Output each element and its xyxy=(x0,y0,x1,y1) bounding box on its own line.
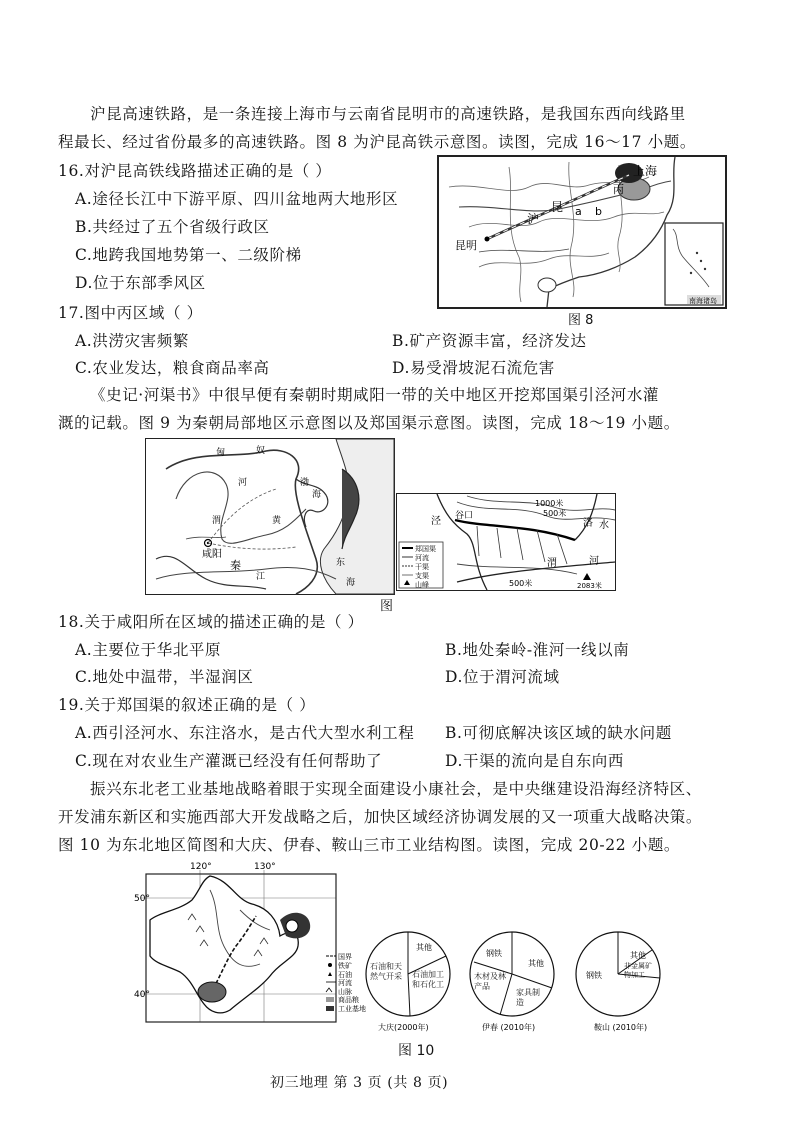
figure-9-canal-svg xyxy=(397,494,615,590)
question-19-option-b: B.可彻底解决该区域的缺水问题 xyxy=(445,724,672,742)
figure-10 xyxy=(134,860,680,1040)
label-a: a xyxy=(575,205,582,218)
qin-map-label-11: 海 xyxy=(346,578,356,588)
qin-map-label-8: 江 xyxy=(256,572,266,582)
figure-9-caption: 图 xyxy=(380,599,394,614)
qin-map-label-2: 河 xyxy=(238,478,248,488)
question-17-option-a: A.洪涝灾害频繁 xyxy=(75,332,189,350)
figure-8-caption: 图 8 xyxy=(568,313,594,328)
canal-legend-4: 山峰 xyxy=(415,581,429,589)
legend-border: 国界 xyxy=(338,953,352,961)
label-hu: 沪 xyxy=(527,212,540,226)
canal-label-gukou: 谷口 xyxy=(455,511,474,521)
qin-map-label-0: 匈 xyxy=(216,448,226,458)
yichun-slice-steel: 钢铁 xyxy=(486,949,502,958)
question-16-option-b: B.共经过了五个省级行政区 xyxy=(75,218,270,236)
canal-legend-2: 干渠 xyxy=(415,563,429,571)
intro-paragraph-3-line-2: 开发浦东新区和实施西部大开发战略之后，加快区域经济协调发展的又一项重大战略决策。 xyxy=(58,808,703,826)
question-17-stem: 17.图中丙区域（ ） xyxy=(58,304,203,322)
lat-50-label: 50° xyxy=(134,894,150,904)
anshan-slice-steel: 钢铁 xyxy=(586,971,602,980)
pie-anshan xyxy=(576,932,660,1032)
legend-iron: 铁矿 xyxy=(338,962,352,970)
legend-river: 河流 xyxy=(338,979,352,987)
canal-label-shui: 水 xyxy=(599,520,609,531)
figure-10-caption: 图 10 xyxy=(398,1043,435,1059)
question-19-option-d: D.干渠的流向是自东向西 xyxy=(445,752,625,770)
qin-map-label-5: 渭 xyxy=(212,516,222,526)
intro-paragraph-3-line-1: 振兴东北老工业基地战略着眼于实现全面建设小康社会，是中央继建设沿海经济特区、 xyxy=(90,780,702,798)
contour-1000-label: 1000米 xyxy=(535,499,564,508)
question-18-option-c: C.地处中温带，半湿润区 xyxy=(75,668,254,686)
question-19-option-c: C.现在对农业生产灌溉已经没有任何帮助了 xyxy=(75,752,383,770)
question-17-option-b: B.矿产资源丰富，经济发达 xyxy=(392,332,587,350)
figure-8-svg xyxy=(439,157,725,307)
qin-map-label-1: 奴 xyxy=(256,446,266,456)
intro-paragraph-1-line-1: 沪昆高速铁路，是一条连接上海市与云南省昆明市的高速铁路，是我国东西向线路里 xyxy=(90,105,686,123)
question-16-option-d: D.位于东部季风区 xyxy=(75,274,206,292)
anshan-slice-nonmetal: 非金属矿物加工 xyxy=(624,962,652,979)
figure-9-qin-svg xyxy=(146,439,394,594)
question-17-option-c: C.农业发达，粮食商品率高 xyxy=(75,359,270,377)
contour-500-label-top: 500米 xyxy=(543,509,567,518)
question-18-stem: 18.关于咸阳所在区域的描述正确的是（ ） xyxy=(58,613,364,631)
question-16-option-c: C.地跨我国地势第一、二级阶梯 xyxy=(75,246,302,264)
legend-grain: 商品粮 xyxy=(338,996,359,1004)
intro-paragraph-2-line-2: 溉的记载。图 9 为秦朝局部地区示意图以及郑国渠示意图。读图，完成 18～19 小题。 xyxy=(58,414,680,432)
figure-9-qin-map xyxy=(145,438,395,595)
question-18-option-d: D.位于渭河流域 xyxy=(445,668,560,686)
pie-daqing xyxy=(366,932,450,1032)
intro-paragraph-3-line-3: 图 10 为东北地区简图和大庆、伊春、鞍山三市工业结构图。读图，完成 20-22 小题。 xyxy=(58,836,681,854)
canal-legend-0: 郑国渠 xyxy=(415,545,436,553)
daqing-slice-petrochem: 石油加工和石化工 xyxy=(412,970,444,989)
canal-label-he: 河 xyxy=(589,556,599,567)
figure-8-inset-label: 南海诸岛 xyxy=(689,297,717,305)
qin-map-label-7: 秦 xyxy=(230,559,241,572)
daqing-slice-other: 其他 xyxy=(416,943,432,952)
contour-500-label-bottom: 500米 xyxy=(509,579,533,588)
label-bing: 丙 xyxy=(613,183,624,196)
question-19-stem: 19.关于郑国渠的叙述正确的是（ ） xyxy=(58,696,316,714)
label-b: b xyxy=(595,205,602,218)
yichun-slice-other: 其他 xyxy=(528,959,544,968)
yichun-slice-timber: 木材及林产品 xyxy=(474,972,506,991)
label-shanghai: 上海 xyxy=(633,164,658,178)
question-18-option-b: B.地处秦岭-淮河一线以南 xyxy=(445,641,630,659)
label-kun: 昆 xyxy=(551,200,564,214)
question-19-option-a: A.西引泾河水、东注洛水，是古代大型水利工程 xyxy=(75,724,415,742)
legend-industry: 工业基地 xyxy=(338,1005,366,1013)
page-footer: 初三地理 第 3 页 (共 8 页) xyxy=(270,1075,449,1091)
anshan-title: 鞍山 (2010年) xyxy=(594,1023,648,1032)
intro-paragraph-2-line-1: 《史记·河渠书》中很早便有秦朝时期咸阳一带的关中地区开挖郑国渠引泾河水灌 xyxy=(90,386,660,404)
legend-oil: 石油 xyxy=(338,971,352,979)
figure-8-map xyxy=(437,155,727,309)
canal-label-jing: 泾 xyxy=(431,516,441,527)
yichun-title: 伊春 (2010年) xyxy=(482,1023,536,1032)
lat-40-label: 40° xyxy=(134,990,150,1000)
question-16-option-a: A.途径长江中下游平原、四川盆地两大地形区 xyxy=(75,190,399,208)
canal-label-luo: 洛 xyxy=(583,518,593,529)
figure-9-canal-map xyxy=(396,493,616,591)
qin-map-label-9: 黄 xyxy=(272,516,282,526)
canal-peak-label: 2083米 xyxy=(577,582,602,590)
pie-yichun xyxy=(470,932,554,1032)
label-kunming: 昆明 xyxy=(455,239,477,252)
intro-paragraph-1-line-2: 程最长、经过省份最多的高速铁路。图 8 为沪昆高铁示意图。读图，完成 16～17 小题。 xyxy=(58,133,696,151)
daqing-slice-oil-gas: 石油和天然气开采 xyxy=(370,962,402,981)
question-17-option-d: D.易受滑坡泥石流危害 xyxy=(392,359,555,377)
anshan-slice-other: 其他 xyxy=(630,951,646,960)
canal-legend-3: 支渠 xyxy=(415,572,429,580)
qin-map-label-10: 东 xyxy=(336,558,346,568)
canal-legend-1: 河流 xyxy=(415,554,429,562)
legend-mountain: 山脉 xyxy=(338,988,352,996)
daqing-title: 大庆(2000年) xyxy=(378,1023,429,1032)
question-16-stem: 16.对沪昆高铁线路描述正确的是（ ） xyxy=(58,162,332,180)
lon-130-label: 130° xyxy=(254,862,276,872)
canal-label-wei: 渭 xyxy=(547,558,557,569)
question-18-option-a: A.主要位于华北平原 xyxy=(75,641,222,659)
qin-map-label-xianyang: 咸阳 xyxy=(202,549,222,560)
qin-map-label-4: 海 xyxy=(312,490,322,500)
lon-120-label: 120° xyxy=(190,862,212,872)
yichun-slice-furniture: 家具制造 xyxy=(516,988,540,1007)
figure-10-legend xyxy=(326,952,366,1013)
qin-map-label-3: 渤 xyxy=(300,478,310,488)
figure-10-svg xyxy=(134,860,680,1040)
